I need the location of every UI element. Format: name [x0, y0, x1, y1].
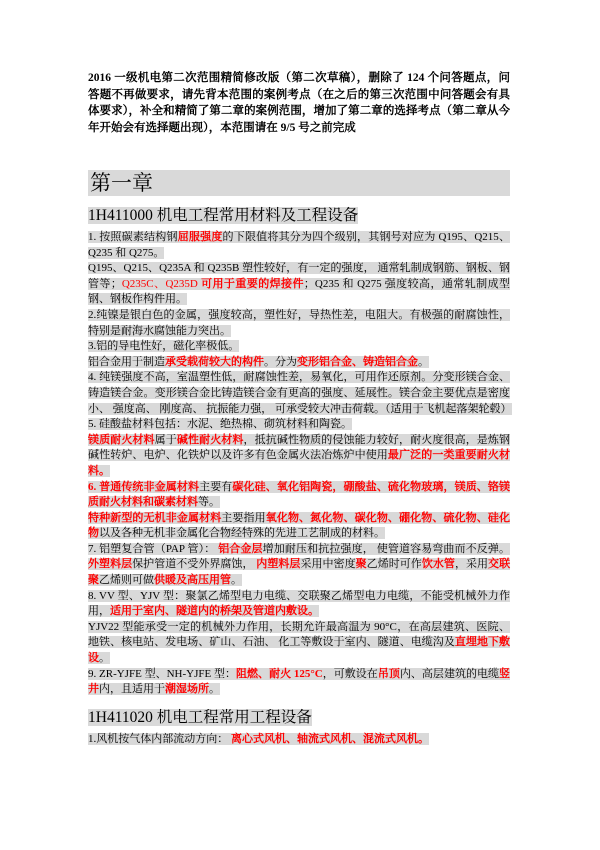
- shaded-text: [88, 262, 510, 305]
- highlighted-keyword: 竖井: [88, 667, 511, 696]
- text-run: 。: [418, 355, 429, 368]
- shaded-text: [88, 371, 512, 414]
- text-run: 主要有: [199, 480, 233, 493]
- highlighted-keyword: 聚: [355, 558, 367, 571]
- note-item-fan-types: [88, 732, 510, 748]
- text-run: 5. 硅酸盐材料包括：水泥、绝热棉、砌筑材料和陶瓷。: [88, 418, 352, 431]
- highlighted-keyword: 供暖及高压用管: [154, 574, 231, 587]
- note-item-pap-pipe: [88, 542, 510, 589]
- text-run: 1.风机按气体内部流动方向：: [88, 732, 231, 745]
- shaded-text: [88, 733, 429, 745]
- text-run: 。分为: [264, 355, 297, 368]
- text-run: ，可敷设在: [322, 667, 378, 680]
- highlighted-keyword: 潮湿场所: [165, 683, 209, 696]
- highlighted-keyword: 阻燃、耐火 125°C: [236, 667, 323, 680]
- text-run: ，采用: [454, 558, 489, 571]
- text-run: Q195、Q215、Q235A 和 Q235B 塑性较好，有一定的强度， 通常轧制成钢筋、钢板、钢管等；: [88, 262, 510, 290]
- note-item-vv-yjv-cable: [88, 589, 510, 620]
- text-run: 8. VV 型、YJV 型：聚氯乙烯型电力电缆、交联聚乙烯型电力电缆，不能受机械外力作用，: [88, 589, 510, 618]
- text-run: ；Q235 和 Q275 强度较高，通常轧制成型钢、钢板作构件用。: [88, 277, 511, 306]
- text-run: 铝合金用于制造: [88, 355, 165, 368]
- highlighted-keyword: 特种新型的无机非金属材料: [88, 511, 222, 524]
- section-heading-text: 1H411020 机电工程常用工程设备: [88, 708, 312, 726]
- text-run: 4. 纯镁强度不高，室温塑性低，耐腐蚀性差，易氧化，可用作还原剂。分变形镁合金、铸造镁合金。变形镁合金比铸造镁合金有更高的强度、延展性。镁合金主要优点是密度小、 强度高、 刚度高、 抗振能力强， 可承受较大冲击荷载。（适用于飞机起落架轮毂）: [88, 371, 512, 415]
- highlighted-keyword: 氧化物、氮化物、碳化物、硼化物、硫化物、硅化物: [88, 511, 511, 540]
- text-run: 1. 按照碳素结构钢: [88, 231, 178, 243]
- text-run: 属于: [154, 433, 177, 446]
- highlighted-keyword: 6. 普通传统非金属材料: [88, 480, 200, 493]
- highlighted-keyword: 碳化硅、氧化铝陶瓷，硼酸盐、硫化物玻璃，镁质、铬镁质耐火材料和碳素材料: [88, 480, 511, 509]
- note-item-aluminium-alloy: [88, 355, 510, 371]
- highlighted-keyword: 内塑料层: [256, 558, 301, 571]
- text-run: 。: [209, 683, 220, 696]
- highlighted-keyword: 碱性耐火材料: [176, 433, 244, 446]
- text-run: 内、高层建筑的电缆: [399, 667, 500, 680]
- section-heading-text: 1H411000 机电工程常用材料及工程设备: [88, 207, 359, 224]
- highlighted-keyword: 交联聚: [88, 558, 511, 587]
- text-run: 。: [99, 652, 110, 665]
- text-run: 内，且适用于: [99, 683, 165, 696]
- section-heading-1h411020: [88, 706, 510, 730]
- chapter-title: 第一章: [88, 170, 510, 196]
- document-body: [88, 70, 510, 747]
- highlighted-keyword: 承受载荷较大的构件: [165, 355, 264, 368]
- highlighted-keyword: 直埋地下敷设: [88, 636, 511, 665]
- text-run: YJV22 型能承受一定的机械外力作用，长期允许最高温为 90°C，在高层建筑、医院、地铁、核电站、发电场、矿山、石油、 化工等敷设于室内、隧道、电缆沟及: [88, 620, 510, 649]
- text-run: 主要指用: [221, 511, 266, 524]
- text-run: 以及各种无机非金属化合物经特殊的先进工艺制成的材料。: [99, 527, 385, 540]
- shaded-text: [88, 668, 510, 696]
- highlighted-keyword: 吊顶: [377, 667, 400, 680]
- shaded-text: [88, 621, 510, 664]
- shaded-text: [88, 512, 510, 540]
- shaded-text: [88, 231, 510, 259]
- highlighted-keyword: 适用于室内、隧道内的桥架及管道内敷设。: [110, 605, 319, 618]
- note-item-magnesium: [88, 370, 510, 417]
- shaded-text: [88, 340, 239, 352]
- highlighted-keyword: 外塑料层: [88, 558, 133, 571]
- highlighted-keyword: 屈服强度: [177, 231, 223, 243]
- note-item-refractory: [88, 433, 510, 480]
- shaded-text: [88, 356, 429, 368]
- highlighted-keyword: 镁质耐火材料: [88, 433, 155, 446]
- text-run: 等。: [198, 496, 220, 509]
- note-item-fire-resistant-cable: [88, 667, 510, 698]
- note-item-yjv22-cable: [88, 620, 510, 667]
- shaded-text: [88, 543, 510, 586]
- note-item-special-nonmetal: [88, 511, 510, 542]
- highlighted-keyword: 最广泛的一类重要耐火材料。: [88, 449, 511, 477]
- text-run: 9. ZR-YJFE 型、NH-YJFE 型：: [88, 667, 237, 680]
- shaded-text: [88, 309, 510, 337]
- section-heading-1h411000: [88, 204, 510, 228]
- text-run: 保护管道不受外界腐蚀，: [132, 558, 257, 571]
- shaded-text: [88, 481, 510, 509]
- shaded-text: [88, 434, 510, 477]
- text-run: 乙烯时可作: [366, 558, 422, 571]
- highlighted-keyword: 变形铝合金、铸造铝合金: [297, 355, 418, 368]
- note-item-carbon-steel: [88, 230, 510, 261]
- note-item-silicate: [88, 417, 510, 433]
- highlighted-keyword: 可用于重要的焊接件: [197, 277, 304, 290]
- highlighted-keyword: 离心式风机、轴流式风机、混流式风机。: [231, 732, 429, 745]
- highlighted-keyword: 铝合金层: [218, 542, 263, 555]
- text-run: 2.纯镍是银白色的金属，强度较高，塑性好，导热性差，电阻大。有极强的耐腐蚀性，特别是耐海水腐蚀能力突出。: [88, 308, 510, 337]
- highlighted-keyword: Q235C、Q235D: [121, 277, 198, 290]
- note-item-traditional-nonmetal: [88, 480, 510, 511]
- highlighted-keyword: 饮水管: [421, 558, 455, 571]
- text-run: 乙烯则可做: [99, 574, 154, 587]
- text-run: 。: [231, 574, 242, 587]
- text-run: 采用中密度: [300, 558, 356, 571]
- text-run: 增加耐压和抗拉强度， 使管道容易弯曲而不反弹。: [262, 542, 511, 555]
- shaded-text: [88, 418, 352, 430]
- text-run: ，抵抗碱性物质的侵蚀能力较好，耐火度很高，是炼钢碱性转炉、电炉、化铁炉以及许多有色金属火法冶炼炉中使用: [88, 433, 511, 462]
- text-run: 的下限值将其分为四个级别，其钢号对应为 Q195、Q215、Q235 和 Q275。: [88, 231, 511, 259]
- note-item-aluminium: [88, 339, 510, 355]
- note-item-steel-grades: [88, 261, 510, 308]
- text-run: 7. 铝塑复合管（PAP 管）：: [88, 542, 219, 555]
- scope-notice: 2016 一级机电第二次范围精简修改版（第二次草稿），删除了 124 个问答题点，问答题不再做要求，请先背本范围的案例考点（在之后的第三次范围中问答题会有具体要求），补全和精简了第二章的案例范围，增加了第二章的选择考点（第二章从今年开始会有选择题出现），本范围请在 9/5 号之前完成: [88, 72, 510, 134]
- note-item-nickel: [88, 308, 510, 339]
- text-run: 3.铝的导电性好，磁化率极低。: [88, 340, 240, 353]
- shaded-text: [88, 590, 510, 618]
